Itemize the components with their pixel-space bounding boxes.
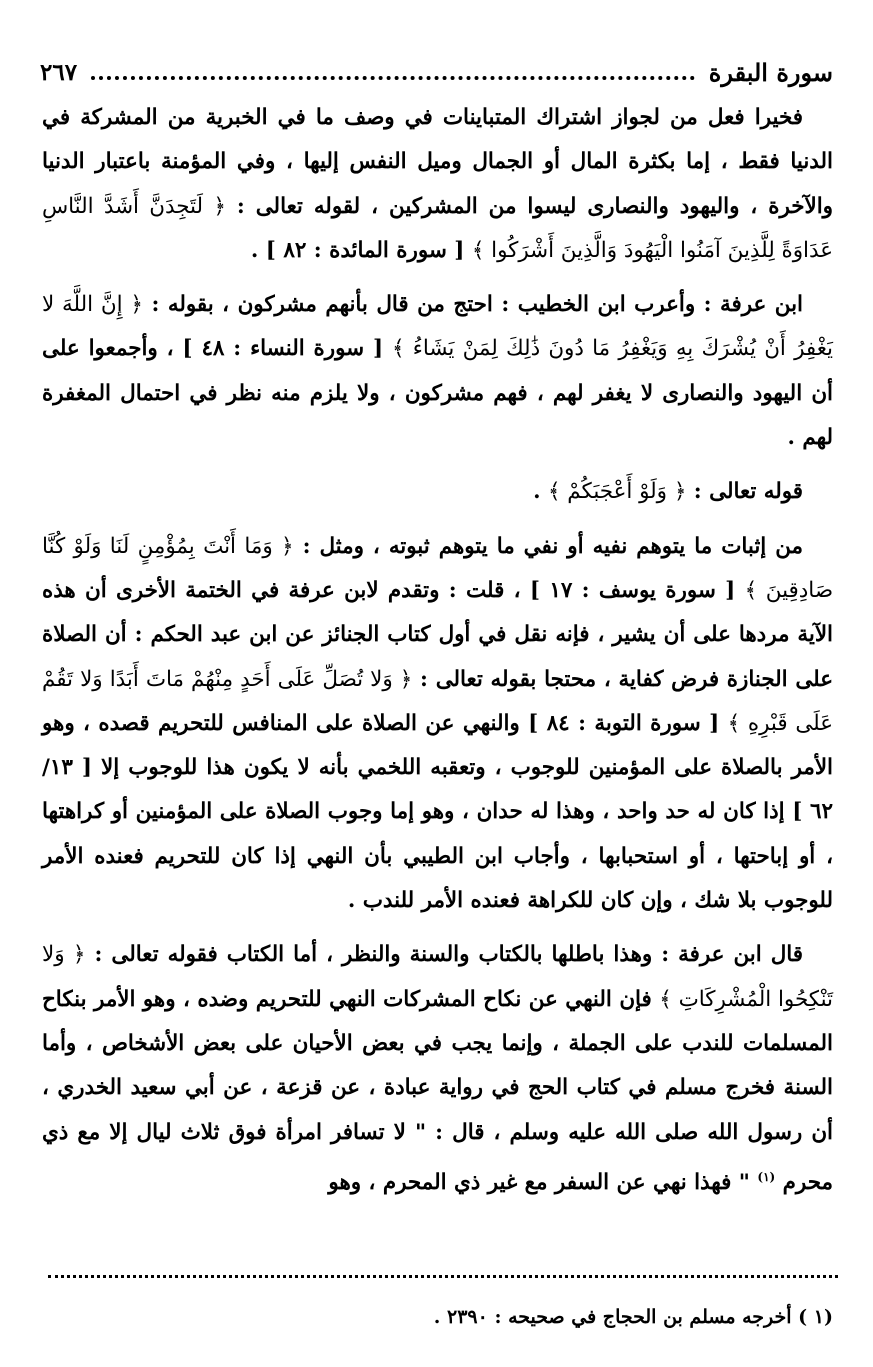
header-dotted-leader [91, 76, 695, 80]
quran-verse: ﴿ وَلَوْ أَعْجَبَكُمْ ﴾ [547, 479, 687, 505]
quran-verse: ﴿ إِنَّ اللَّهَ لا يَغْفِرُ أَنْ يُشْرَكَ بِهِ وَيَغْفِرُ مَا دُونَ ذَٰلِكَ لِمَنْ يَشَاءُ ﴾ [42, 292, 833, 362]
page-body [42, 96, 833, 1215]
paragraph-2 [42, 283, 833, 460]
paragraph-1 [42, 96, 833, 273]
text-segment: " فهذا نهي عن السفر مع غير ذي المحرم ، وهو [328, 1169, 758, 1195]
text-segment: [ سورة المائدة : ٨٢ ] . [250, 237, 472, 263]
text-segment: ابن عرفة : وأعرب ابن الخطيب : احتج من قال بأنهم مشركون ، بقوله : [142, 292, 803, 318]
page-number: ٢٦٧ [40, 58, 78, 86]
footnote: (١ ) أخرجه مسلم بن الحجاج في صحيحه : ٢٣٩٠ . [433, 1306, 833, 1328]
text-segment: [ سورة يوسف : ١٧ ] ، قلت : وتقدم لابن عرفة في الختمة الأخرى أن هذه الآية مردها على أن يشير ، فإنه نقل في أول كتاب الجنائز عن ابن عبد الحكم : أن الصلاة على الجنازة فرض كفاية ، محتجا بقوله تعالى : [42, 577, 833, 692]
page-header [40, 52, 833, 92]
text-segment: قال ابن عرفة : وهذا باطلها بالكتاب والسنة والنظر ، أما الكتاب فقوله تعالى : [85, 942, 803, 968]
text-segment: . [533, 479, 548, 505]
paragraph-3 [42, 470, 833, 514]
text-segment: [ سورة التوبة : ٨٤ ] والنهي عن الصلاة على المنافس للتحريم قصده ، وهو الأمر بالصلاة على المؤمنين للوجوب ، وتعقبه اللخمي بأنه لا يكون هذا للوجوب إلا [ ١٣/ ٦٢ ] إذا كان له حد واحد ، وهذا له حدان ، وهو إما وجوب الصلاة على المؤمنين أو كراهتها ، أو إباحتها ، أو استحبابها ، وأجاب ابن الطيبي بأن النهي إذا كان للتحريم فعنده الأمر للوجوب بلا شك ، وإن كان للكراهة فعنده الأمر للندب . [42, 710, 833, 914]
paragraph-5 [42, 933, 833, 1205]
text-segment: [ سورة النساء : ٤٨ ] ، وأجمعوا على أن اليهود والنصارى لا يغفر لهم ، فهم مشركون ، ولا يلزم منه نظر في احتمال المغفرة لهم . [42, 336, 833, 451]
paragraph-4 [42, 525, 833, 924]
text-segment: من إثبات ما يتوهم نفيه أو نفي ما يتوهم ثبوته ، ومثل : [293, 533, 803, 559]
footnote-separator [48, 1275, 838, 1278]
quran-verse: ﴿ لَتَجِدَنَّ أَشَدَّ النَّاسِ عَدَاوَةً لِلَّذِينَ آمَنُوا الْيَهُودَ وَالَّذِينَ أَشْرَكُوا ﴾ [42, 193, 833, 263]
quran-verse: ﴿ وَلا تُصَلِّ عَلَى أَحَدٍ مِنْهُمْ مَاتَ أَبَدًا وَلا تَقُمْ عَلَى قَبْرِهِ ﴾ [42, 666, 833, 736]
surah-title: سورة البقرة [708, 57, 833, 87]
quran-verse: ﴿ وَمَا أَنْتَ بِمُؤْمِنٍ لَنَا وَلَوْ كُنَّا صَادِقِينَ ﴾ [42, 533, 833, 603]
quran-verse: ﴿ وَلا تَنْكِحُوا الْمُشْرِكَاتِ ﴾ [42, 942, 833, 1012]
text-segment: فخيرا فعل من لجواز اشتراك المتباينات في وصف ما في الخبرية من المشركة في الدنيا فقط ، إما بكثرة المال أو الجمال وميل النفس إليها ، وفي المؤمنة باعتبار الدنيا والآخرة ، واليهود والنصارى ليسوا من المشركين ، لقوله تعالى : [42, 105, 833, 219]
text-segment: قوله تعالى : [686, 479, 803, 505]
footnote-marker: (١) [757, 1169, 776, 1184]
text-segment: فإن النهي عن نكاح المشركات النهي للتحريم وضده ، وهو الأمر بنكاح المسلمات للندب على الجملة ، وإنما يجب في بعض الأحيان على بعض الأشخاص ، وأما السنة فخرج مسلم في كتاب الحج في رواية عبادة ، عن قزعة ، عن أبي سعيد الخدري ، أن رسول الله صلى الله عليه وسلم ، قال : " لا تسافر امرأة فوق ثلاث ليال إلا مع ذي محرم [42, 986, 833, 1195]
